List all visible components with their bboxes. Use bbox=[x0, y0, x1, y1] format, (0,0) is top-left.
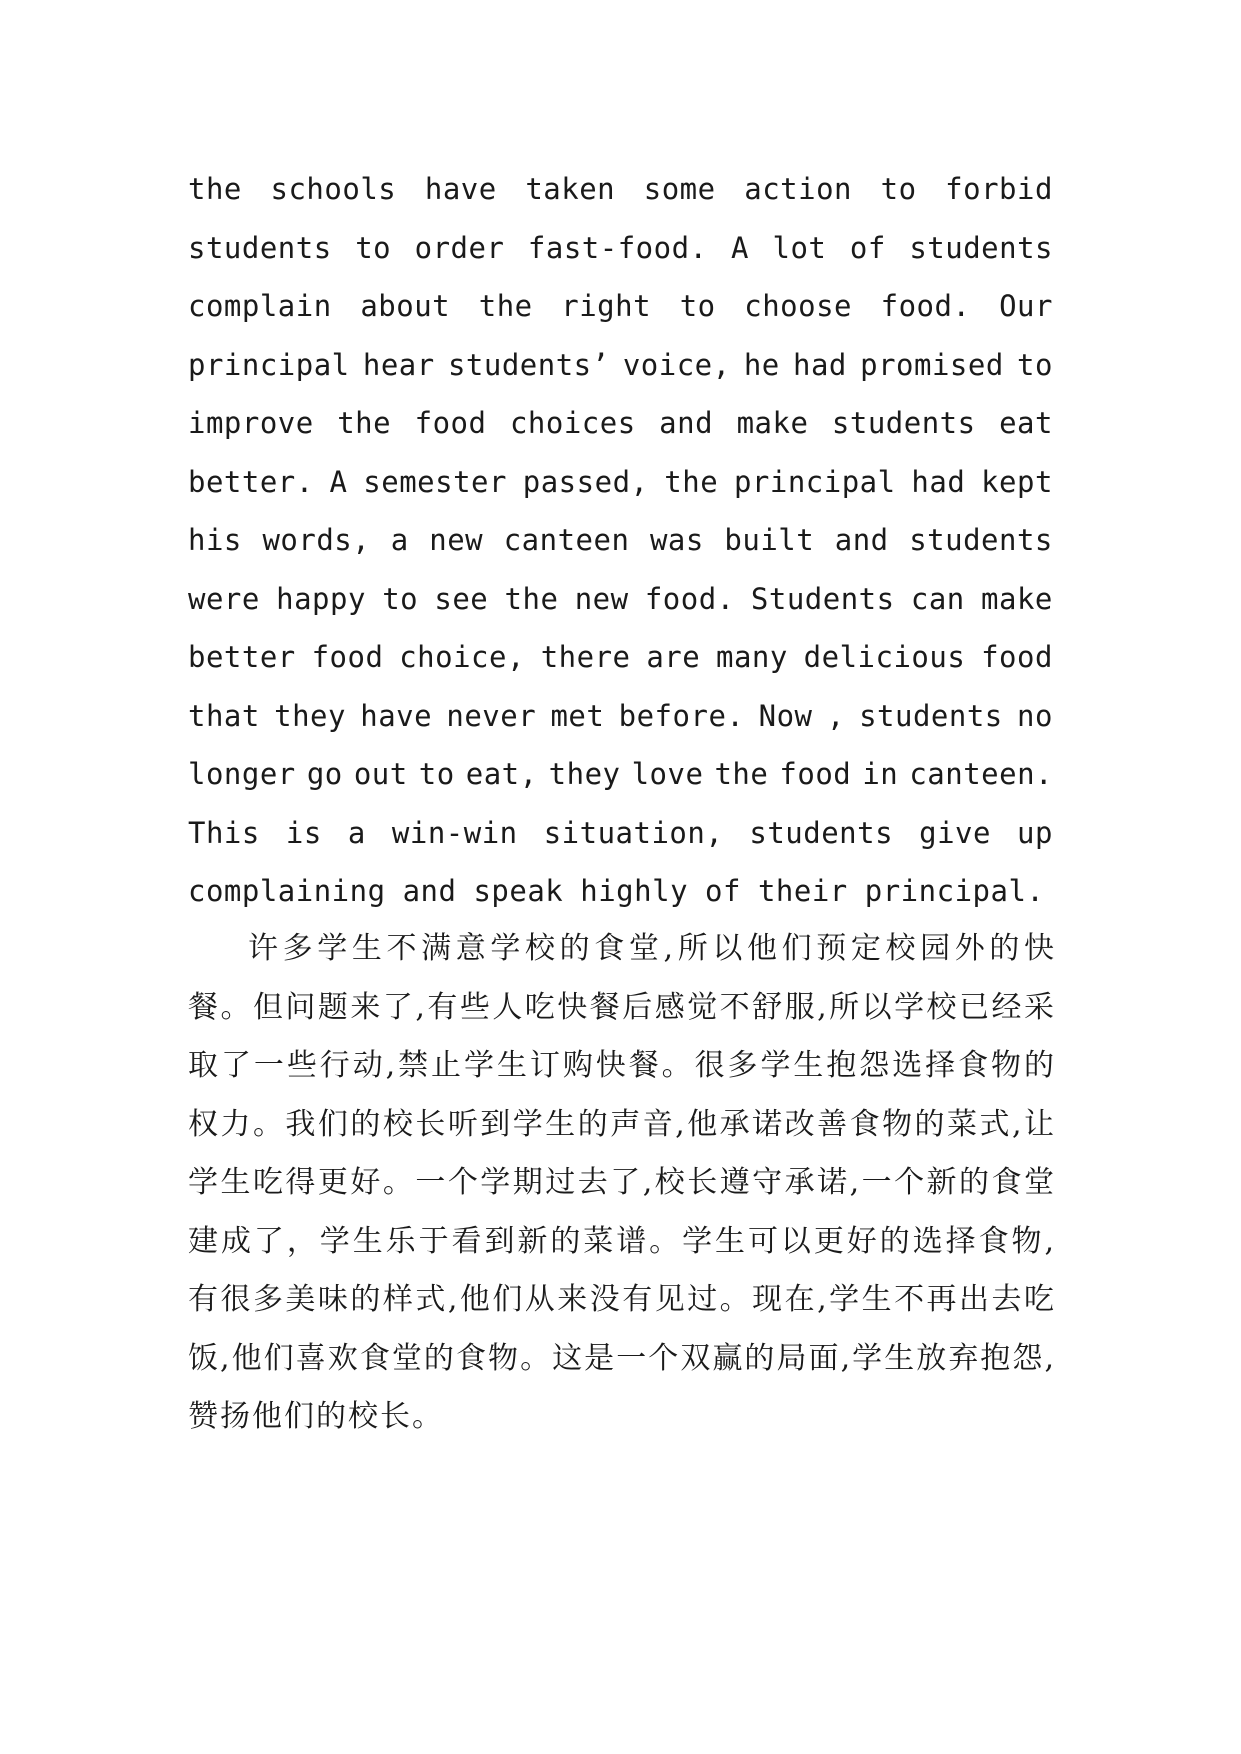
english-word: highly bbox=[580, 874, 689, 908]
english-word: he bbox=[743, 347, 780, 382]
english-word: never bbox=[446, 698, 537, 733]
english-word: to bbox=[679, 289, 716, 323]
english-line bbox=[188, 453, 1053, 512]
english-word: forbid bbox=[945, 172, 1053, 206]
english-word: complain bbox=[188, 289, 332, 323]
english-word: a bbox=[390, 523, 409, 557]
english-word: choice, bbox=[399, 640, 525, 674]
english-line bbox=[188, 394, 1053, 453]
english-word: to bbox=[1017, 347, 1053, 382]
english-word: voice, bbox=[622, 347, 731, 382]
english-word: improve bbox=[188, 406, 314, 440]
english-word: had bbox=[911, 464, 966, 499]
english-word: met bbox=[550, 698, 605, 733]
english-word: to bbox=[880, 172, 917, 206]
english-word: was bbox=[649, 523, 704, 557]
english-word: they bbox=[274, 698, 346, 733]
english-word: students’ bbox=[447, 347, 610, 382]
english-word: food bbox=[779, 757, 852, 791]
english-word: schools bbox=[270, 172, 397, 206]
english-word: students bbox=[859, 698, 1003, 733]
english-word: that bbox=[188, 698, 260, 733]
english-word: kept bbox=[981, 464, 1053, 499]
english-word: love bbox=[631, 757, 704, 791]
english-word: and bbox=[402, 874, 457, 908]
english-word: words, bbox=[262, 523, 371, 557]
english-word: make bbox=[981, 581, 1053, 616]
english-line bbox=[188, 336, 1053, 395]
english-word: about bbox=[360, 289, 451, 323]
english-word: choose bbox=[744, 289, 853, 323]
english-word: principal. bbox=[864, 874, 1045, 908]
english-word: eat bbox=[999, 406, 1053, 440]
english-word: Students bbox=[750, 581, 895, 616]
english-line bbox=[188, 511, 1053, 570]
english-word: taken bbox=[525, 172, 616, 206]
english-word: his bbox=[188, 523, 242, 557]
english-line bbox=[188, 570, 1053, 629]
english-word: eat, bbox=[465, 757, 538, 791]
english-word: happy bbox=[276, 581, 366, 616]
english-word: of bbox=[849, 230, 886, 265]
english-word: , bbox=[826, 698, 845, 733]
english-word: better. bbox=[188, 464, 314, 499]
english-word: hear bbox=[362, 347, 435, 382]
english-line bbox=[188, 687, 1053, 746]
english-word: out bbox=[353, 757, 408, 791]
english-word: right bbox=[561, 289, 652, 323]
english-word: have bbox=[424, 172, 497, 206]
english-word: make bbox=[736, 406, 809, 440]
english-word: and bbox=[659, 406, 714, 440]
english-word: up bbox=[1017, 815, 1053, 850]
english-word: students bbox=[831, 406, 976, 440]
english-word: their bbox=[757, 874, 848, 908]
english-word: are bbox=[646, 640, 701, 674]
english-word: win-win bbox=[391, 815, 518, 850]
english-word: of bbox=[705, 874, 741, 908]
english-line bbox=[188, 628, 1053, 687]
english-word: Now bbox=[758, 698, 813, 733]
english-line bbox=[188, 219, 1053, 278]
english-word: action bbox=[744, 172, 852, 206]
chinese-translation bbox=[188, 920, 1056, 1447]
chinese-paragraph: 许多学生不满意学校的食堂,所以他们预定校园外的快餐。但问题来了,有些人吃快餐后感觉不舒服,所以学校已经采取了一些行动,禁止学生订购快餐。很多学生抱怨选择食物的权力。我们的校长听到学生的声音,他承诺改善食物的菜式,让学生吃得更好。一个学期过去了,校长遵守承诺,一个新的食堂建成了，学生乐于看到新的菜谱。学生可以更好的选择食物,有很多美味的样式,他们从来没有见过。现在,学生不再出去吃饭,他们喜欢食堂的食物。这是一个双赢的局面,学生放弃抱怨,赞扬他们的校长。 bbox=[188, 931, 1056, 1434]
english-line bbox=[188, 804, 1053, 863]
english-word: to bbox=[382, 581, 419, 616]
english-word: food bbox=[414, 406, 487, 440]
english-word: the bbox=[478, 289, 533, 323]
english-word: semester bbox=[363, 464, 507, 499]
english-word: have bbox=[360, 698, 433, 733]
english-word: the bbox=[337, 406, 392, 440]
english-word: delicious bbox=[803, 640, 966, 674]
english-word: built bbox=[724, 523, 815, 557]
english-word: the bbox=[504, 581, 559, 616]
english-word: principal bbox=[733, 464, 896, 499]
english-word: order bbox=[414, 230, 505, 265]
english-word: the bbox=[188, 172, 242, 206]
english-word: give bbox=[919, 815, 991, 850]
english-word: better bbox=[188, 640, 296, 674]
english-word: were bbox=[188, 581, 260, 616]
english-word: to bbox=[418, 757, 455, 791]
english-word: new bbox=[574, 581, 629, 616]
english-word: a bbox=[347, 815, 366, 850]
english-word: canteen bbox=[503, 523, 630, 557]
english-word: longer bbox=[188, 757, 296, 791]
english-word: many bbox=[716, 640, 788, 674]
english-line bbox=[188, 745, 1053, 804]
english-word: food. bbox=[880, 289, 971, 323]
english-word: lot bbox=[772, 230, 827, 265]
english-word: before. bbox=[618, 698, 745, 733]
english-word: the bbox=[714, 757, 769, 791]
english-word: students bbox=[909, 230, 1053, 265]
english-word: A bbox=[731, 230, 749, 265]
english-word: This bbox=[188, 815, 260, 850]
english-word: food bbox=[311, 640, 384, 674]
english-word: principal bbox=[188, 347, 350, 382]
english-word: students bbox=[909, 523, 1053, 557]
english-word: new bbox=[429, 523, 484, 557]
english-word: students bbox=[188, 230, 332, 265]
english-word: the bbox=[664, 464, 719, 499]
english-word: go bbox=[306, 757, 343, 791]
english-word: can bbox=[910, 581, 965, 616]
english-word: complaining bbox=[188, 874, 386, 908]
english-word: is bbox=[285, 815, 322, 850]
english-line bbox=[188, 160, 1053, 219]
english-word: food bbox=[981, 640, 1053, 674]
english-word: see bbox=[434, 581, 489, 616]
english-word: passed, bbox=[522, 464, 649, 499]
english-word: speak bbox=[473, 874, 564, 908]
english-word: choices bbox=[509, 406, 636, 440]
english-paragraph bbox=[188, 160, 1053, 921]
english-word: to bbox=[355, 230, 392, 265]
english-word: and bbox=[834, 523, 889, 557]
english-word: food. bbox=[644, 581, 735, 616]
english-word: there bbox=[540, 640, 631, 674]
english-word: they bbox=[548, 757, 621, 791]
english-word: in bbox=[862, 757, 899, 791]
english-word: had bbox=[792, 347, 847, 382]
english-word: promised bbox=[860, 347, 1004, 382]
english-word: Our bbox=[999, 289, 1053, 323]
english-word: A bbox=[329, 464, 348, 499]
english-line bbox=[188, 277, 1053, 336]
english-line bbox=[188, 862, 1053, 921]
english-word: situation, bbox=[543, 815, 724, 850]
english-word: students bbox=[749, 815, 894, 850]
english-word: no bbox=[1017, 698, 1053, 733]
english-word: canteen. bbox=[909, 757, 1053, 791]
english-word: some bbox=[643, 172, 716, 206]
english-word: fast-food. bbox=[527, 230, 708, 265]
